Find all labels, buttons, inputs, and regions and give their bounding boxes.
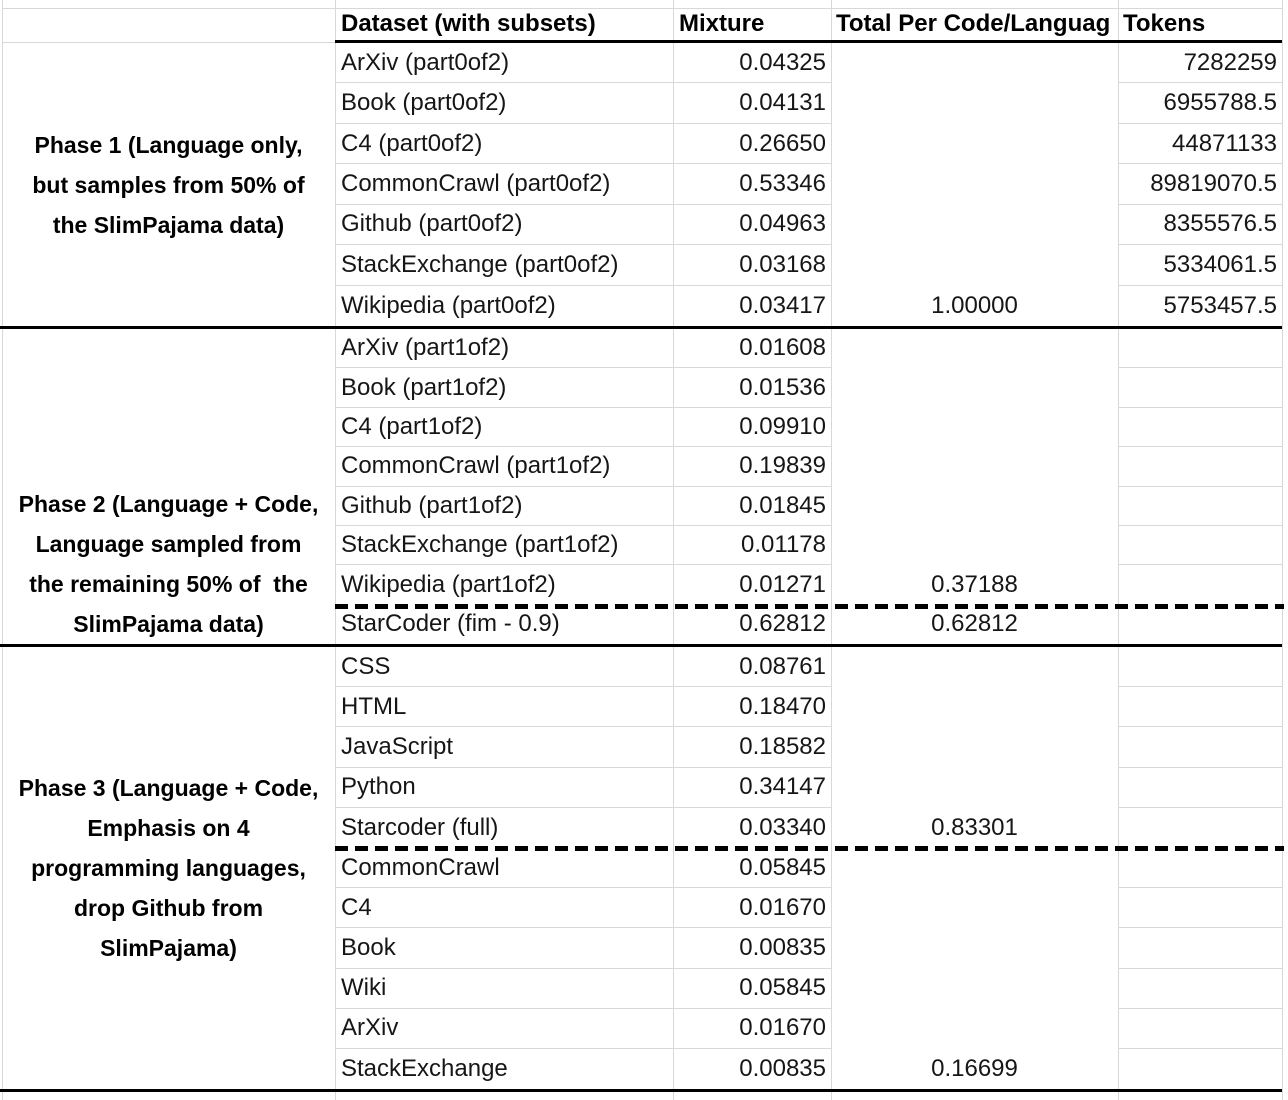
phase-1-rows [335,43,1282,326]
cell-tokens[interactable]: 5334061.5 [1118,245,1282,285]
phase-label-line: Language sampled from [35,531,302,557]
table-row [335,43,1282,83]
cell-dataset[interactable]: StackExchange (part1of2) [335,526,673,565]
cell-mixture[interactable]: 0.01845 [673,487,831,526]
phase-1-label[interactable] [2,43,335,326]
cell-tokens[interactable] [1118,408,1282,447]
cell-dataset[interactable]: StackExchange [341,1054,508,1082]
cell-tokens[interactable] [1118,447,1282,486]
cell-total[interactable] [831,245,1118,285]
cell-total[interactable] [831,888,1118,928]
cell-mixture[interactable]: 0.01670 [673,1009,831,1049]
phase-label-line: SlimPajama) [100,935,237,961]
cell-dataset[interactable]: StarCoder (fim - 0.9) [341,610,560,638]
table-row [335,888,1282,928]
cell-dataset[interactable]: JavaScript [335,727,673,767]
cell-dataset[interactable]: Python [335,768,673,808]
cell-tokens[interactable] [1118,928,1282,968]
cell-total[interactable] [831,687,1118,727]
table-row [335,969,1282,1009]
cell-total[interactable] [831,205,1118,245]
cell-dataset[interactable]: Github (part1of2) [335,487,673,526]
table-row [335,164,1282,204]
cell-dataset[interactable]: C4 (part1of2) [335,408,673,447]
cell-mixture[interactable]: 0.03340 [739,813,826,841]
phase-2-label[interactable] [2,329,335,644]
phase-label-line: the remaining 50% of the [29,571,308,597]
cell-total[interactable] [831,447,1118,486]
cell-tokens[interactable]: 5753457.5 [1163,291,1277,319]
cell-total[interactable] [831,408,1118,447]
cell-dataset[interactable]: ArXiv [335,1009,673,1049]
table-row [335,808,1282,848]
cell-dataset[interactable]: HTML [335,687,673,727]
table-row [335,848,1282,888]
column-header-mixture[interactable]: Mixture [679,10,765,37]
dashed-divider [335,846,1284,851]
cell-tokens[interactable]: 89819070.5 [1118,164,1282,204]
table-row [335,83,1282,123]
phase-label-line: the SlimPajama data) [52,211,285,238]
cell-mixture[interactable]: 0.04131 [673,83,831,123]
cell-total[interactable] [831,124,1118,164]
cell-total[interactable] [831,848,1118,888]
cell-dataset[interactable]: Wikipedia (part0of2) [341,291,556,319]
cell-mixture[interactable]: 0.53346 [673,164,831,204]
phase-3-label[interactable] [2,647,335,1089]
cell-total[interactable] [831,164,1118,204]
cell-total[interactable] [831,487,1118,526]
cell-dataset[interactable]: CSS [335,647,673,687]
column-header-total[interactable]: Total Per Code/Languag [836,10,1111,37]
cell-tokens[interactable] [1118,768,1282,808]
column-header-tokens[interactable]: Tokens [1123,10,1206,37]
cell-dataset[interactable]: CommonCrawl (part1of2) [335,447,673,486]
cell-dataset[interactable]: StackExchange (part0of2) [335,245,673,285]
cell-tokens[interactable] [1118,487,1282,526]
table-row [335,565,1282,604]
cell-total[interactable] [831,969,1118,1009]
table-row [335,447,1282,486]
cell-dataset[interactable]: Wiki [335,969,673,1009]
cell-tokens[interactable] [1118,647,1282,687]
cell-mixture[interactable]: 0.62812 [739,610,826,638]
cell-tokens[interactable]: 8355576.5 [1118,205,1282,245]
cell-tokens[interactable] [1118,808,1282,848]
cell-mixture[interactable]: 0.01271 [739,570,826,598]
cell-total[interactable]: 0.62812 [931,610,1018,638]
cell-dataset[interactable]: ArXiv (part1of2) [335,329,673,368]
cell-mixture[interactable]: 0.08761 [673,647,831,687]
table-row [335,487,1282,526]
cell-total[interactable] [831,727,1118,767]
table-row [335,526,1282,565]
cell-mixture[interactable]: 0.00835 [673,928,831,968]
phase-label-line: drop Github from [73,895,264,921]
cell-total[interactable] [831,1009,1118,1049]
cell-mixture[interactable]: 0.05845 [673,969,831,1009]
cell-tokens[interactable] [1118,1009,1282,1049]
cell-dataset[interactable]: Book [335,928,673,968]
cell-tokens[interactable] [1118,526,1282,565]
table-row [335,1009,1282,1049]
column-header-dataset[interactable]: Dataset (with subsets) [341,10,596,37]
dashed-divider [335,604,1284,609]
cell-total[interactable] [831,928,1118,968]
cell-dataset[interactable]: Github (part0of2) [335,205,673,245]
cell-tokens[interactable] [1118,727,1282,767]
cell-total[interactable]: 0.37188 [931,570,1018,598]
cell-tokens[interactable] [1118,329,1282,368]
cell-mixture[interactable]: 0.03417 [739,291,826,319]
table-row [335,205,1282,245]
cell-total[interactable] [831,43,1118,83]
cell-mixture[interactable]: 0.18470 [673,687,831,727]
cell-total[interactable]: 1.00000 [931,291,1018,319]
table-row [335,408,1282,447]
cell-dataset[interactable]: CommonCrawl (part0of2) [335,164,673,204]
phase-2-rows [335,329,1282,644]
table-row [335,245,1282,285]
phase-3-rows [335,647,1282,1089]
cell-mixture[interactable]: 0.03168 [673,245,831,285]
phase-label-line: but samples from 50% of [32,171,305,198]
cell-mixture[interactable]: 0.34147 [673,768,831,808]
cell-tokens[interactable] [1118,888,1282,928]
table-row [335,605,1282,644]
cell-dataset[interactable]: Starcoder (full) [341,813,499,841]
cell-tokens[interactable] [1118,1049,1282,1089]
cell-dataset[interactable]: Wikipedia (part1of2) [341,570,556,598]
cell-mixture[interactable]: 0.09910 [673,408,831,447]
phase-divider [0,1089,1282,1092]
cell-dataset[interactable]: C4 [335,888,673,928]
cell-tokens[interactable] [1118,687,1282,727]
header-underline [335,40,1282,43]
table-row [335,368,1282,407]
cell-mixture[interactable]: 0.01670 [673,888,831,928]
cell-total[interactable] [831,647,1118,687]
cell-total[interactable] [831,368,1118,407]
table-row [335,329,1282,368]
cell-mixture[interactable]: 0.26650 [673,124,831,164]
cell-dataset[interactable]: Book (part1of2) [335,368,673,407]
cell-total[interactable]: 0.16699 [931,1054,1018,1082]
cell-total[interactable] [831,329,1118,368]
table-row [335,1049,1282,1089]
phase-label-line: Phase 3 (Language + Code, [18,775,319,801]
table-row [335,647,1282,687]
table-row [335,124,1282,164]
phase-label-line: Phase 1 (Language only, [34,131,303,158]
cell-mixture[interactable]: 0.04963 [673,205,831,245]
phase-label-line: SlimPajama data) [73,611,264,637]
table-row [335,286,1282,326]
cell-tokens[interactable] [1118,969,1282,1009]
cell-tokens[interactable]: 7282259 [1118,43,1282,83]
cell-mixture[interactable]: 0.04325 [673,43,831,83]
phase-label-line: programming languages, [31,855,306,881]
table-row [335,687,1282,727]
cell-mixture[interactable]: 0.05845 [673,848,831,888]
cell-mixture[interactable]: 0.18582 [673,727,831,767]
cell-dataset[interactable]: C4 (part0of2) [335,124,673,164]
table-row [335,928,1282,968]
cell-mixture[interactable]: 0.00835 [739,1054,826,1082]
cell-total[interactable] [831,526,1118,565]
gridline-vertical [1282,0,1283,1100]
cell-dataset[interactable]: Book (part0of2) [335,83,673,123]
cell-tokens[interactable]: 44871133 [1118,124,1282,164]
phase-label-line: Phase 2 (Language + Code, [18,491,319,517]
cell-tokens[interactable] [1118,368,1282,407]
cell-dataset[interactable]: CommonCrawl [335,848,673,888]
cell-mixture[interactable]: 0.19839 [673,447,831,486]
cell-tokens[interactable] [1118,848,1282,888]
cell-mixture[interactable]: 0.01178 [673,526,831,565]
table-row [335,768,1282,808]
cell-mixture[interactable]: 0.01536 [673,368,831,407]
table-row [335,727,1282,767]
cell-total[interactable]: 0.83301 [931,813,1018,841]
cell-mixture[interactable]: 0.01608 [673,329,831,368]
cell-total[interactable] [831,768,1118,808]
cell-total[interactable] [831,83,1118,123]
phase-label-line: Emphasis on 4 [87,815,250,841]
cell-tokens[interactable]: 6955788.5 [1118,83,1282,123]
cell-dataset[interactable]: ArXiv (part0of2) [335,43,673,83]
cell-tokens[interactable] [1118,565,1282,604]
cell-tokens[interactable] [1118,605,1282,644]
